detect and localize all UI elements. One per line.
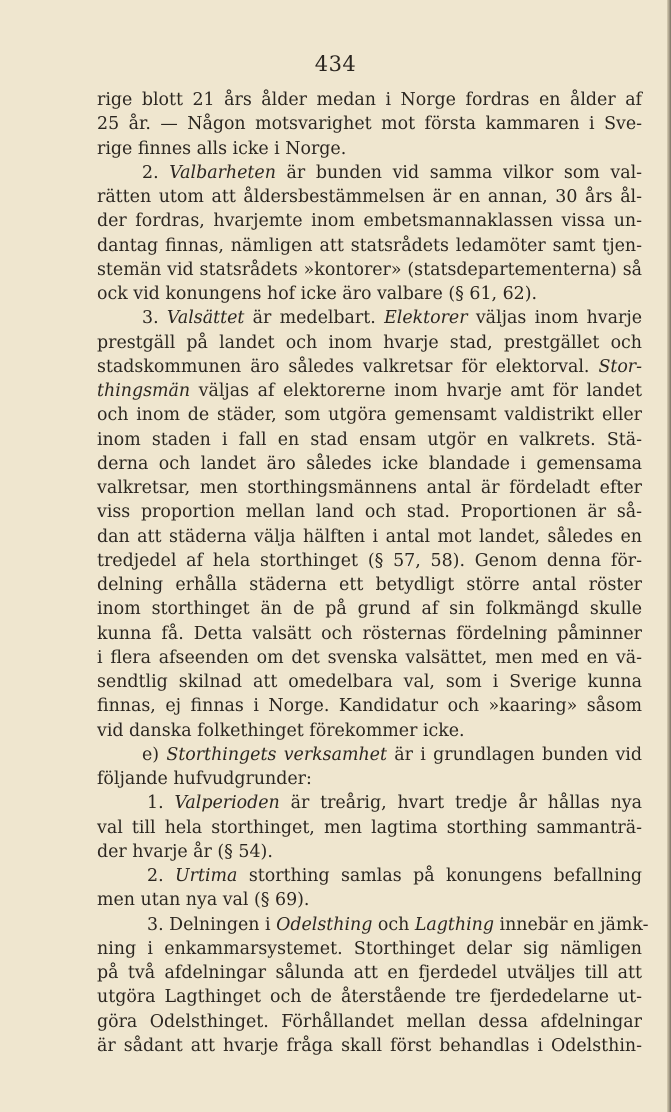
italic-term: Lagthing: [414, 914, 494, 935]
italic-term: Storthingets verksamhet: [166, 744, 387, 765]
text-segment: rige blott 21 års ålder medan i Norge fordras en ålder af: [97, 90, 642, 110]
text-segment: sendtlig skilnad att omedelbara val, som i Sverige kunna: [97, 672, 642, 692]
text-segment: finnas, ej finnas i Norge. Kandidatur och »kaaring» såsom: [97, 696, 642, 717]
text-segment: ning i enkammarsystemet. Storthinget delar sig nämligen: [97, 938, 642, 959]
text-segment: ock vid konungens hof icke äro valbare (§ 61, 62).: [97, 284, 538, 304]
text-line: [97, 1034, 642, 1058]
text-segment: på två afdelningar sålunda att en fjerdedel utväljes till att: [97, 963, 642, 983]
text-line: [97, 452, 642, 476]
text-body: [97, 88, 649, 1058]
text-segment: är sådant att hvarje fråga skall först behandlas i Odelsthin-: [97, 1035, 642, 1056]
text-line: [97, 525, 642, 549]
text-segment: valkretsar, men storthingsmännens antal är fördeladt efter: [97, 478, 642, 498]
text-line: [97, 549, 642, 573]
text-segment: derna och landet äro således icke blandade i gemensama: [97, 453, 642, 474]
text-line: [97, 234, 642, 258]
italic-term: thingsmän: [97, 381, 191, 401]
text-line: [97, 331, 642, 355]
text-segment: innebär en jämk-: [494, 914, 649, 935]
text-segment: inom staden i fall en stad ensam utgör en valkrets. Stä-: [97, 429, 642, 450]
text-segment: dantag finnas, nämligen att statsrådets ledamöter samt tjen-: [97, 235, 642, 256]
text-line: [97, 791, 642, 815]
text-segment: inom storthinget än de på grund af sin folkmängd skulle: [97, 599, 642, 620]
text-segment: och: [372, 914, 415, 935]
text-line: [97, 355, 642, 379]
text-line: [97, 476, 642, 500]
text-line: [97, 282, 642, 306]
text-segment: delning erhålla städerna ett betydligt större antal röster: [97, 575, 642, 595]
italic-term: Valbarheten: [169, 162, 276, 183]
text-line: [97, 694, 642, 718]
text-line: [97, 864, 642, 888]
text-segment: der hvarje år (§ 54).: [97, 841, 273, 862]
italic-term: Stor-: [598, 356, 642, 377]
text-segment: följande hufvudgrunder:: [97, 769, 312, 789]
text-segment: men utan nya val (§ 69).: [97, 890, 310, 911]
text-segment: är medelbart.: [244, 308, 385, 329]
text-segment: tredjedel af hela storthinget (§ 57, 58). Genom denna för-: [97, 550, 642, 571]
text-line: [97, 379, 642, 403]
text-segment: der fordras, hvarjemte inom embetsmannaklassen vissa un-: [97, 211, 642, 232]
text-line: [97, 985, 642, 1009]
italic-term: Valsättet: [166, 308, 245, 329]
text-segment: stadskommunen äro således valkretsar för elektorval.: [97, 356, 599, 377]
text-segment: göra Odelsthinget. Förhållandet mellan dessa afdelningar: [97, 1011, 642, 1032]
text-segment: prestgäll på landet och inom hvarje stad, prestgället och: [97, 332, 642, 353]
text-segment: väljas af elektorerne inom hvarje amt för landet: [190, 381, 642, 401]
text-line: [97, 719, 642, 743]
text-segment: är i grundlagen bunden vid: [386, 744, 643, 765]
text-line: [97, 961, 642, 985]
text-segment: 25 år. — Någon motsvarighet mot första kammaren i Sve-: [97, 114, 642, 135]
text-line: [97, 209, 642, 233]
text-segment: 3.: [142, 308, 167, 329]
text-line: [97, 767, 642, 791]
text-segment: 2.: [147, 866, 176, 886]
text-segment: väljas inom hvarje: [467, 308, 642, 329]
text-segment: kunna få. Detta valsätt och rösternas fördelning påminner: [97, 623, 642, 644]
text-segment: stemän vid statsrådets »kontorer» (statsdepartementerna) så: [97, 259, 642, 280]
text-segment: viss proportion mellan land och stad. Proportionen är så-: [97, 502, 642, 523]
text-segment: vid danska folkethinget förekommer icke.: [97, 720, 465, 741]
text-segment: e): [142, 744, 167, 765]
text-segment: rige finnes alls icke i Norge.: [97, 138, 347, 159]
text-line: [97, 840, 642, 864]
text-line: [97, 888, 642, 912]
text-segment: 2.: [142, 162, 170, 183]
text-segment: utgöra Lagthinget och de återstående tre fjerdedelarne ut-: [97, 987, 642, 1008]
text-line: [97, 185, 642, 209]
text-segment: 3. Delningen i: [147, 914, 277, 935]
text-segment: 1.: [147, 793, 175, 814]
italic-term: Odelsthing: [276, 914, 373, 935]
text-line: [97, 622, 642, 646]
text-line: [97, 937, 642, 961]
text-segment: dan att städerna välja hälften i antal mot landet, således en: [97, 526, 642, 547]
text-segment: och inom de städer, som utgöra gemensamt valdistrikt eller: [97, 405, 642, 426]
text-segment: är bunden vid samma vilkor som val-: [275, 162, 643, 183]
text-segment: val till hela storthinget, men lagtima storthing sammanträ-: [97, 817, 642, 838]
page-edge: [667, 0, 671, 1112]
text-line: [97, 428, 642, 452]
italic-term: Elektorer: [384, 308, 468, 329]
text-line: [97, 816, 642, 840]
text-line: [97, 88, 642, 112]
text-line: [97, 646, 642, 670]
text-line: [97, 258, 642, 282]
italic-term: Urtima: [175, 866, 238, 886]
text-segment: är treårig, hvart tredje år hållas nya: [279, 793, 642, 814]
text-segment: storthing samlas på konungens befallning: [237, 866, 642, 886]
text-line: [97, 1010, 642, 1034]
text-segment: rätten utom att åldersbestämmelsen är en annan, 30 års ål-: [97, 187, 642, 207]
text-line: [97, 306, 642, 330]
text-line: [97, 670, 642, 694]
text-line: [97, 112, 642, 136]
text-line: [97, 597, 642, 621]
italic-term: Valperioden: [174, 793, 280, 814]
text-line: [97, 743, 642, 767]
text-line: [97, 500, 642, 524]
text-line: [97, 913, 649, 937]
text-segment: i flera afseenden om det svenska valsättet, men med en vä-: [97, 647, 642, 668]
text-line: [97, 161, 642, 185]
text-line: [97, 137, 642, 161]
page-number: 434: [314, 52, 357, 76]
text-line: [97, 573, 642, 597]
text-line: [97, 403, 642, 427]
